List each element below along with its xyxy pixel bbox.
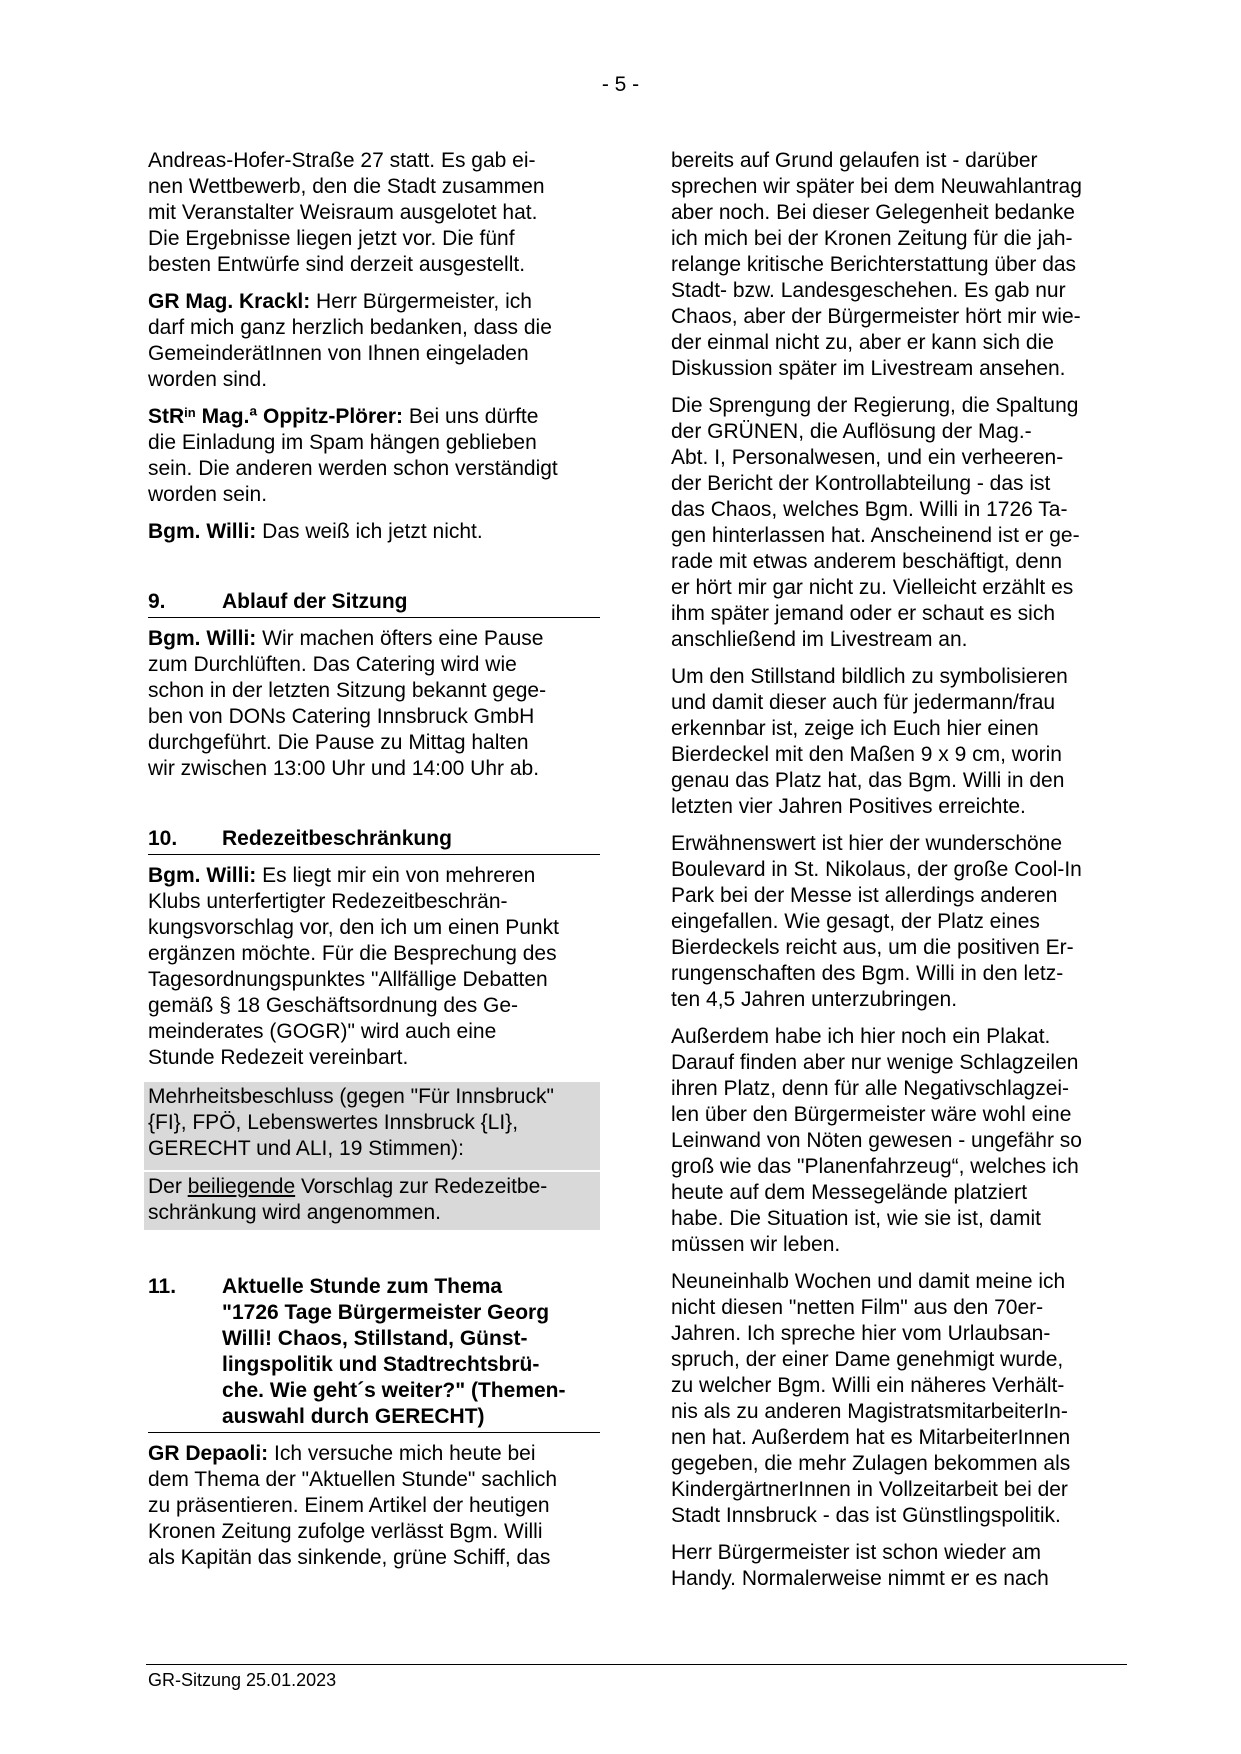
paragraph-redezeit: Bgm. Willi: Es liegt mir ein von mehreren Klubs unterfertigter Redezeitbeschrän- kungsvorschlag vor, den ich um einen Punkt ergänzen möchte. Für die Besprechung des Tagesordnungspunktes "Allfällige Debatten gemäß § 18 Geschäftsordnung des Ge- meinderates (GOGR)" wird auch eine Stunde Redezeit vereinbart. (148, 864, 559, 1069)
section-number: 10. (148, 827, 178, 850)
resolution-vote: Mehrheitsbeschluss (gegen "Für Innsbruck" {FI}, FPÖ, Lebenswertes Innsbruck {LI}, GERECHT und ALI, 19 Stimmen): (148, 1085, 554, 1160)
section-heading-10 (148, 826, 600, 855)
section-title: Aktuelle Stunde zum Thema "1726 Tage Bürgermeister Georg Willi! Chaos, Stillstand, Günst- lingspolitik und Stadtrechtsbrü- che. Wie geht´s weiter?" (Themen- auswahl durch GERECHT) (222, 1275, 566, 1428)
paragraph-right-6: Neuneinhalb Wochen und damit meine ich nicht diesen "netten Film" aus den 70er- Jahren. Ich spreche hier vom Urlaubsan- spruch, der einer Dame genehmigt wurde, zu welcher Bgm. Willi ein näheres Verhält- nis als zu anderen MagistratsmitarbeiterIn- nen hat. Außerdem hat es MitarbeiterInnen gegeben, die mehr Zulagen bekommen als KindergärtnerInnen in Vollzeitarbeit bei der Stadt Innsbruck - das ist Günstlingspolitik. (671, 1270, 1071, 1527)
section-title: Ablauf der Sitzung (222, 590, 408, 613)
paragraph-willi-reply: Bgm. Willi: Das weiß ich jetzt nicht. (148, 520, 483, 543)
paragraph-krackl: GR Mag. Krackl: Herr Bürgermeister, ich darf mich ganz herzlich bedanken, dass die GemeinderätInnen von Ihnen eingeladen worden sind. (148, 290, 552, 391)
speaker-name: Bgm. Willi: (148, 864, 257, 887)
footer-session-date: GR-Sitzung 25.01.2023 (148, 1670, 337, 1690)
speaker-name: GR Depaoli: (148, 1442, 269, 1465)
paragraph-right-5: Außerdem habe ich hier noch ein Plakat. Darauf finden aber nur wenige Schlagzeilen ihren Platz, denn für alle Negativschlagzei- len über den Bürgermeister wäre wohl eine Leinwand von Nöten gewesen - ungefähr so groß wie das "Planenfahrzeug“, welches ich heute auf dem Messegelände platziert habe. Die Situation ist, wie sie ist, damit müssen wir leben. (671, 1025, 1082, 1256)
paragraph-right-1: bereits auf Grund gelaufen ist - darüber sprechen wir später bei dem Neuwahlantrag aber noch. Bei dieser Gelegenheit bedanke ich mich bei der Kronen Zeitung für die jah- relange kritische Berichterstattung über das Stadt- bzw. Landesgeschehen. Es gab nur Chaos, aber der Bürgermeister hört mir wie- der einmal nicht zu, aber er kann sich die Diskussion später im Livestream ansehen. (671, 149, 1082, 380)
speaker-name: Bgm. Willi: (148, 520, 257, 543)
paragraph-right-4: Erwähnenswert ist hier der wunderschöne Boulevard in St. Nikolaus, der große Cool-In Park bei der Messe ist allerdings anderen eingefallen. Wie gesagt, der Platz eines Bierdeckels reicht aus, um die positiven Er- rungenschaften des Bgm. Willi in den letz- ten 4,5 Jahren unterzubringen. (671, 832, 1082, 1011)
resolution-box (144, 1082, 600, 1230)
speaker-name: Bgm. Willi: (148, 627, 257, 650)
paragraph-depaoli: GR Depaoli: Ich versuche mich heute bei dem Thema der "Aktuellen Stunde" sachlich zu präsentieren. Einem Artikel der heutigen Kronen Zeitung zufolge verlässt Bgm. Willi als Kapitän das sinkende, grüne Schiff, das (148, 1442, 558, 1569)
section-number: 9. (148, 590, 166, 613)
left-column (148, 148, 600, 1582)
speaker-name: GR Mag. Krackl: (148, 290, 311, 313)
section-heading-11 (148, 1274, 600, 1433)
paragraph-right-3: Um den Stillstand bildlich zu symbolisieren und damit dieser auch für jedermann/frau erkennbar ist, zeige ich Euch hier einen Bierdeckel mit den Maßen 9 x 9 cm, worin genau das Platz hat, das Bgm. Willi in den letzten vier Jahren Positives erreichte. (671, 665, 1068, 818)
attachment-reference: beiliegende (187, 1175, 296, 1198)
paragraph-oppitz-ploerer: StR$^{in}$ Mag.ª Oppitz-Plörer: Bei uns dürfte die Einladung im Spam hängen geblieben sein. Die anderen werden schon verständigt worden sein. (148, 405, 558, 506)
paragraph-right-7: Herr Bürgermeister ist schon wieder am Handy. Normalerweise nimmt er es nach (671, 1541, 1049, 1590)
section-title: Redezeitbeschränkung (222, 827, 452, 850)
paragraph-right-2: Die Sprengung der Regierung, die Spaltung der GRÜNEN, die Auflösung der Mag.- Abt. I, Personalwesen, und ein verheeren- der Bericht der Kontrollabteilung - das ist das Chaos, welches Bgm. Willi in 1726 Ta- gen hinterlassen hat. Anscheinend ist er ge- rade mit etwas anderem beschäftigt, denn er hört mir gar nicht zu. Vielleicht erzählt es ihm später jemand oder er schaut es sich anschließend im Livestream an. (671, 394, 1080, 651)
section-number: 11. (148, 1275, 177, 1298)
speaker-name: StR$^{in}$ Mag.ª Oppitz-Plörer: (148, 405, 404, 428)
section-heading-9 (148, 589, 600, 618)
page-number: - 5 - (601, 73, 640, 96)
resolution-decision: Der beiliegende Vorschlag zur Redezeitbe- schränkung wird angenommen. (148, 1175, 548, 1224)
footer-divider (146, 1664, 1127, 1665)
paragraph-hofer-strasse: Andreas-Hofer-Straße 27 statt. Es gab ei- nen Wettbewerb, den die Stadt zusammen mit Veranstalter Weisraum ausgelotet hat. Die Ergebnisse liegen jetzt vor. Die fünf besten Entwürfe sind derzeit ausgestellt. (148, 149, 545, 276)
paragraph-pause: Bgm. Willi: Wir machen öfters eine Pause zum Durchlüften. Das Catering wird wie schon in der letzten Sitzung bekannt gege- ben von DONs Catering Innsbruck GmbH durchgeführt. Die Pause zu Mittag halten wir zwischen 13:00 Uhr und 14:00 Uhr ab. (148, 627, 547, 780)
right-column (671, 148, 1125, 1603)
